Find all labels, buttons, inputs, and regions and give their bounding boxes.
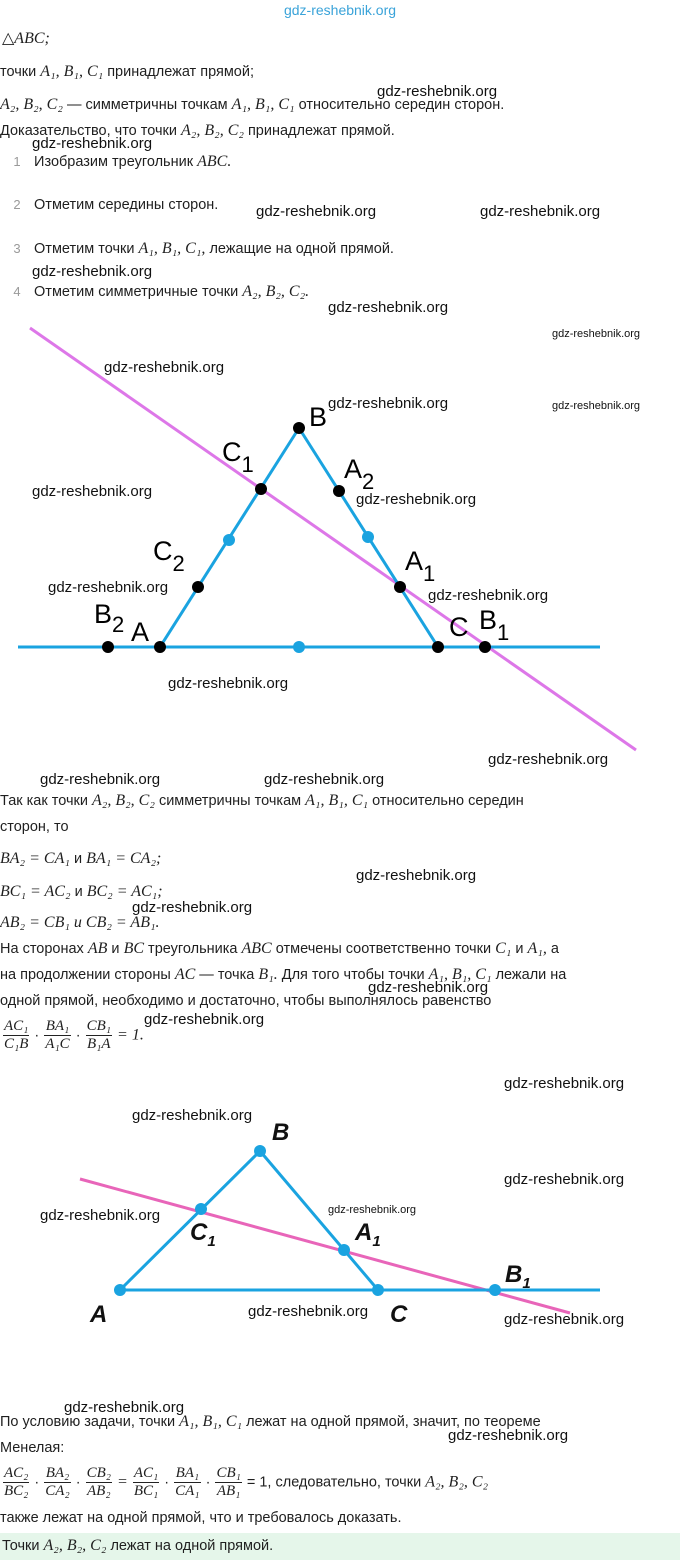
math: A₁, B₁, C₁ bbox=[179, 1413, 243, 1430]
watermark: gdz-reshebnik.org bbox=[368, 979, 489, 996]
conclusion-line-4: также лежат на одной прямой, что и требовалось доказать. bbox=[0, 1510, 402, 1526]
math: AC bbox=[174, 966, 196, 983]
proof-para-line-3: одной прямой, необходимо и достаточно, чтобы выполнялось равенство bbox=[0, 993, 492, 1009]
watermark: gdz-reshebnik.org bbox=[448, 1427, 569, 1444]
numerator: AC₂ bbox=[4, 1465, 29, 1481]
text: На сторонах bbox=[0, 941, 84, 957]
watermark: gdz-reshebnik.org bbox=[328, 1204, 417, 1216]
text: принадлежат прямой. bbox=[247, 123, 395, 139]
watermark: gdz-reshebnik.org bbox=[504, 1075, 625, 1092]
watermark: gdz-reshebnik.org bbox=[504, 1171, 625, 1188]
dot: · bbox=[205, 1474, 211, 1491]
denominator: BC₂ bbox=[4, 1483, 29, 1499]
text: лежат на одной прямой, значит, по теореме bbox=[246, 1414, 541, 1430]
letter: C bbox=[153, 536, 173, 566]
point-b1 bbox=[479, 641, 491, 653]
point-b bbox=[254, 1145, 266, 1157]
math: BA₂ = CA₁ bbox=[0, 850, 70, 867]
math: BA₁ = CA₂; bbox=[86, 850, 162, 867]
point-a bbox=[154, 641, 166, 653]
point-b bbox=[293, 422, 305, 434]
math: A₂, B₂, C₂ bbox=[181, 122, 244, 139]
math: BC bbox=[123, 940, 145, 957]
watermark: gdz-reshebnik.org bbox=[256, 203, 377, 220]
equation-3: AB₂ = CB₁ и CB₂ = AB₁. bbox=[0, 914, 160, 931]
subscript: 1 bbox=[522, 1275, 531, 1292]
letter: A bbox=[344, 454, 363, 484]
text: лежали на bbox=[495, 967, 567, 983]
step-3 bbox=[10, 240, 394, 258]
text: относительно середин bbox=[372, 793, 524, 809]
math: B₁. bbox=[258, 966, 278, 983]
equation-1 bbox=[0, 850, 161, 868]
math: A₁, B₁, C₁ bbox=[305, 792, 369, 809]
watermark: gdz-reshebnik.org bbox=[328, 299, 449, 316]
point-c2 bbox=[192, 581, 204, 593]
subscript: 2 bbox=[362, 469, 375, 494]
text: принадлежат прямой; bbox=[107, 64, 254, 80]
dot: · bbox=[75, 1027, 81, 1044]
label-a2 bbox=[344, 454, 374, 494]
fraction bbox=[215, 1465, 241, 1500]
step-text: Отметим симметричные точки bbox=[34, 284, 239, 300]
watermark: gdz-reshebnik.org bbox=[264, 771, 385, 788]
subscript: 2 bbox=[112, 612, 125, 637]
subscript: 1 bbox=[372, 1233, 381, 1250]
label-c1 bbox=[190, 1219, 216, 1250]
label-b1 bbox=[479, 605, 509, 645]
transversal-line bbox=[30, 328, 636, 750]
label-a1 bbox=[405, 546, 435, 586]
label-b: B bbox=[309, 402, 328, 432]
label-b1 bbox=[505, 1261, 531, 1292]
text: Для того чтобы точки bbox=[281, 967, 425, 983]
numerator: CB₁ bbox=[216, 1465, 241, 1481]
dot: · bbox=[34, 1474, 40, 1491]
watermark: gdz-reshebnik.org bbox=[428, 587, 549, 604]
text: и bbox=[73, 851, 83, 867]
answer-text bbox=[0, 1533, 680, 1555]
math: BC₂ = AC₁; bbox=[86, 883, 163, 900]
text: и bbox=[74, 884, 83, 900]
text: По условию задачи, точки bbox=[0, 1414, 176, 1430]
math: BC₁ = AC₂ bbox=[0, 883, 71, 900]
watermark: gdz-reshebnik.org bbox=[356, 867, 477, 884]
watermark: gdz-reshebnik.org bbox=[40, 1207, 161, 1224]
dot: · bbox=[34, 1027, 40, 1044]
numerator: CB₁ bbox=[86, 1018, 111, 1034]
letter: B bbox=[94, 599, 113, 629]
numerator: CB₂ bbox=[86, 1465, 111, 1481]
watermark: gdz-reshebnik.org bbox=[552, 328, 641, 340]
step-number: 3 bbox=[13, 241, 21, 256]
dot: · bbox=[164, 1474, 170, 1491]
denominator: AB₂ bbox=[87, 1483, 111, 1499]
watermark: gdz-reshebnik.org bbox=[32, 483, 153, 500]
label-a: A bbox=[131, 617, 150, 647]
watermark: gdz-reshebnik.org bbox=[488, 751, 609, 768]
math: A₁, bbox=[527, 940, 547, 957]
watermark: gdz-reshebnik.org bbox=[328, 395, 449, 412]
figure-1 bbox=[0, 320, 680, 760]
point-c bbox=[432, 641, 444, 653]
watermark: gdz-reshebnik.org bbox=[64, 1399, 185, 1416]
label-a1 bbox=[354, 1219, 381, 1250]
step-number: 2 bbox=[13, 197, 21, 212]
numerator: BA₁ bbox=[45, 1018, 70, 1034]
math: A₂, B₂, C₂ bbox=[43, 1537, 107, 1554]
point-b1 bbox=[489, 1284, 501, 1296]
numerator: AC₁ bbox=[133, 1465, 159, 1481]
point-a1 bbox=[394, 581, 406, 593]
text: Доказательство, что точки bbox=[0, 123, 177, 139]
fraction bbox=[44, 1018, 70, 1053]
letter: C bbox=[190, 1219, 208, 1246]
denominator: B₁A bbox=[87, 1036, 111, 1052]
letter: B bbox=[479, 605, 498, 635]
step-2 bbox=[10, 197, 218, 213]
denominator: A₁C bbox=[45, 1036, 70, 1052]
subscript: 1 bbox=[423, 561, 436, 586]
denominator: C₁B bbox=[4, 1036, 29, 1052]
midpoint-ac bbox=[293, 641, 305, 653]
text: — симметричны точкам bbox=[66, 97, 228, 113]
label-c2 bbox=[153, 536, 185, 576]
text: симметричны точкам bbox=[158, 793, 302, 809]
text: — точка bbox=[199, 967, 255, 983]
watermark: gdz-reshebnik.org bbox=[504, 1311, 625, 1328]
fraction bbox=[174, 1465, 200, 1500]
watermark: gdz-reshebnik.org bbox=[104, 359, 225, 376]
text: Так как точки bbox=[0, 793, 88, 809]
label-c: C bbox=[390, 1301, 408, 1328]
site-link[interactable]: gdz-reshebnik.org bbox=[283, 2, 397, 18]
fraction bbox=[44, 1465, 70, 1500]
answer-box bbox=[0, 1533, 680, 1560]
fraction bbox=[3, 1465, 29, 1500]
math: A₁, B₁, C₁, bbox=[138, 240, 206, 257]
watermark: gdz-reshebnik.org bbox=[132, 1107, 253, 1124]
step-text: лежащие на одной прямой. bbox=[209, 241, 394, 257]
letter: B bbox=[505, 1261, 523, 1288]
point-a2 bbox=[333, 485, 345, 497]
point-c1 bbox=[195, 1203, 207, 1215]
step-number: 1 bbox=[13, 154, 21, 169]
point-c1 bbox=[255, 483, 267, 495]
subscript: 1 bbox=[497, 620, 510, 645]
label-c: C bbox=[449, 612, 469, 642]
step-text: Отметим середины сторон. bbox=[34, 197, 219, 213]
math: A₂, B₂, C₂ bbox=[92, 792, 155, 809]
midpoint-bc bbox=[362, 531, 374, 543]
numerator: AC₁ bbox=[4, 1018, 29, 1034]
text: треугольника bbox=[148, 941, 238, 957]
numerator: BA₁ bbox=[175, 1465, 200, 1481]
final-equation bbox=[2, 1465, 488, 1500]
denominator: AB₁ bbox=[216, 1483, 241, 1499]
watermark: gdz-reshebnik.org bbox=[356, 491, 477, 508]
subscript: 1 bbox=[207, 1233, 216, 1250]
math: ABC bbox=[241, 940, 272, 957]
point-a bbox=[114, 1284, 126, 1296]
watermark: gdz-reshebnik.org bbox=[377, 83, 498, 100]
midpoint-ab bbox=[223, 534, 235, 546]
step-4 bbox=[10, 283, 309, 301]
step-text: Отметим точки bbox=[34, 241, 135, 257]
text: а bbox=[550, 941, 559, 957]
point-a1 bbox=[338, 1244, 350, 1256]
text: на продолжении стороны bbox=[0, 967, 171, 983]
watermark: gdz-reshebnik.org bbox=[168, 675, 289, 692]
watermark: gdz-reshebnik.org bbox=[132, 899, 253, 916]
letter: C bbox=[222, 437, 242, 467]
fraction bbox=[133, 1465, 159, 1500]
label-b: B bbox=[272, 1119, 290, 1146]
math: ABC. bbox=[197, 153, 232, 170]
math: C₁ bbox=[495, 940, 512, 957]
numerator: BA₂ bbox=[45, 1465, 70, 1481]
math: A₂, B₂, C₂ bbox=[0, 96, 63, 113]
given-triangle: △ABC; bbox=[2, 30, 50, 47]
text: и bbox=[515, 941, 524, 957]
letter: A bbox=[355, 1219, 373, 1246]
watermark: gdz-reshebnik.org bbox=[144, 1011, 265, 1028]
label-b2 bbox=[94, 599, 124, 637]
text: точки bbox=[0, 64, 37, 80]
denominator: BC₁ bbox=[133, 1483, 159, 1499]
subscript: 1 bbox=[241, 452, 254, 477]
text: и bbox=[111, 941, 120, 957]
step-number: 4 bbox=[13, 284, 21, 299]
point-c bbox=[372, 1284, 384, 1296]
equals: = bbox=[117, 1473, 128, 1491]
step-1 bbox=[10, 153, 231, 171]
fraction bbox=[86, 1018, 112, 1053]
text: лежат на одной прямой. bbox=[110, 1538, 274, 1554]
given-line-1 bbox=[0, 63, 254, 81]
watermark: gdz-reshebnik.org bbox=[480, 203, 601, 220]
watermark: gdz-reshebnik.org bbox=[248, 1303, 369, 1320]
denominator: CA₂ bbox=[45, 1483, 70, 1499]
watermark: gdz-reshebnik.org bbox=[40, 771, 161, 788]
math: A₁, B₁, C₁ bbox=[40, 63, 104, 80]
label-a: A bbox=[90, 1301, 108, 1328]
conclusion-line-2: Менелая: bbox=[0, 1440, 65, 1456]
subscript: 2 bbox=[172, 551, 185, 576]
menelaus-formula bbox=[2, 1018, 144, 1053]
math: = 1. bbox=[117, 1026, 144, 1044]
dot: · bbox=[75, 1474, 81, 1491]
math: AB bbox=[87, 940, 108, 957]
point-b2 bbox=[102, 641, 114, 653]
math: A₂, B₂, C₂ bbox=[425, 1473, 489, 1491]
proof-line-2: сторон, то bbox=[0, 819, 69, 835]
text: отмечены соответственно точки bbox=[275, 941, 492, 957]
math: A₁, B₁, C₁ bbox=[231, 96, 295, 113]
text: = 1, следовательно, точки bbox=[246, 1474, 422, 1491]
watermark: gdz-reshebnik.org bbox=[32, 135, 153, 152]
math: A₂, B₂, C₂. bbox=[242, 283, 310, 300]
watermark: gdz-reshebnik.org bbox=[552, 400, 641, 412]
denominator: CA₁ bbox=[175, 1483, 200, 1499]
text: Точки bbox=[2, 1538, 40, 1554]
proof-line-1 bbox=[0, 792, 524, 810]
text: относительно середин сторон. bbox=[298, 97, 505, 113]
fraction bbox=[3, 1018, 29, 1053]
fraction bbox=[86, 1465, 112, 1500]
math: A₁, B₁, C₁ bbox=[428, 966, 492, 983]
watermark: gdz-reshebnik.org bbox=[48, 579, 169, 596]
letter: A bbox=[405, 546, 424, 576]
watermark: gdz-reshebnik.org bbox=[32, 263, 153, 280]
proof-para-line-1 bbox=[0, 940, 559, 958]
step-text: Изобразим треугольник bbox=[34, 154, 194, 170]
